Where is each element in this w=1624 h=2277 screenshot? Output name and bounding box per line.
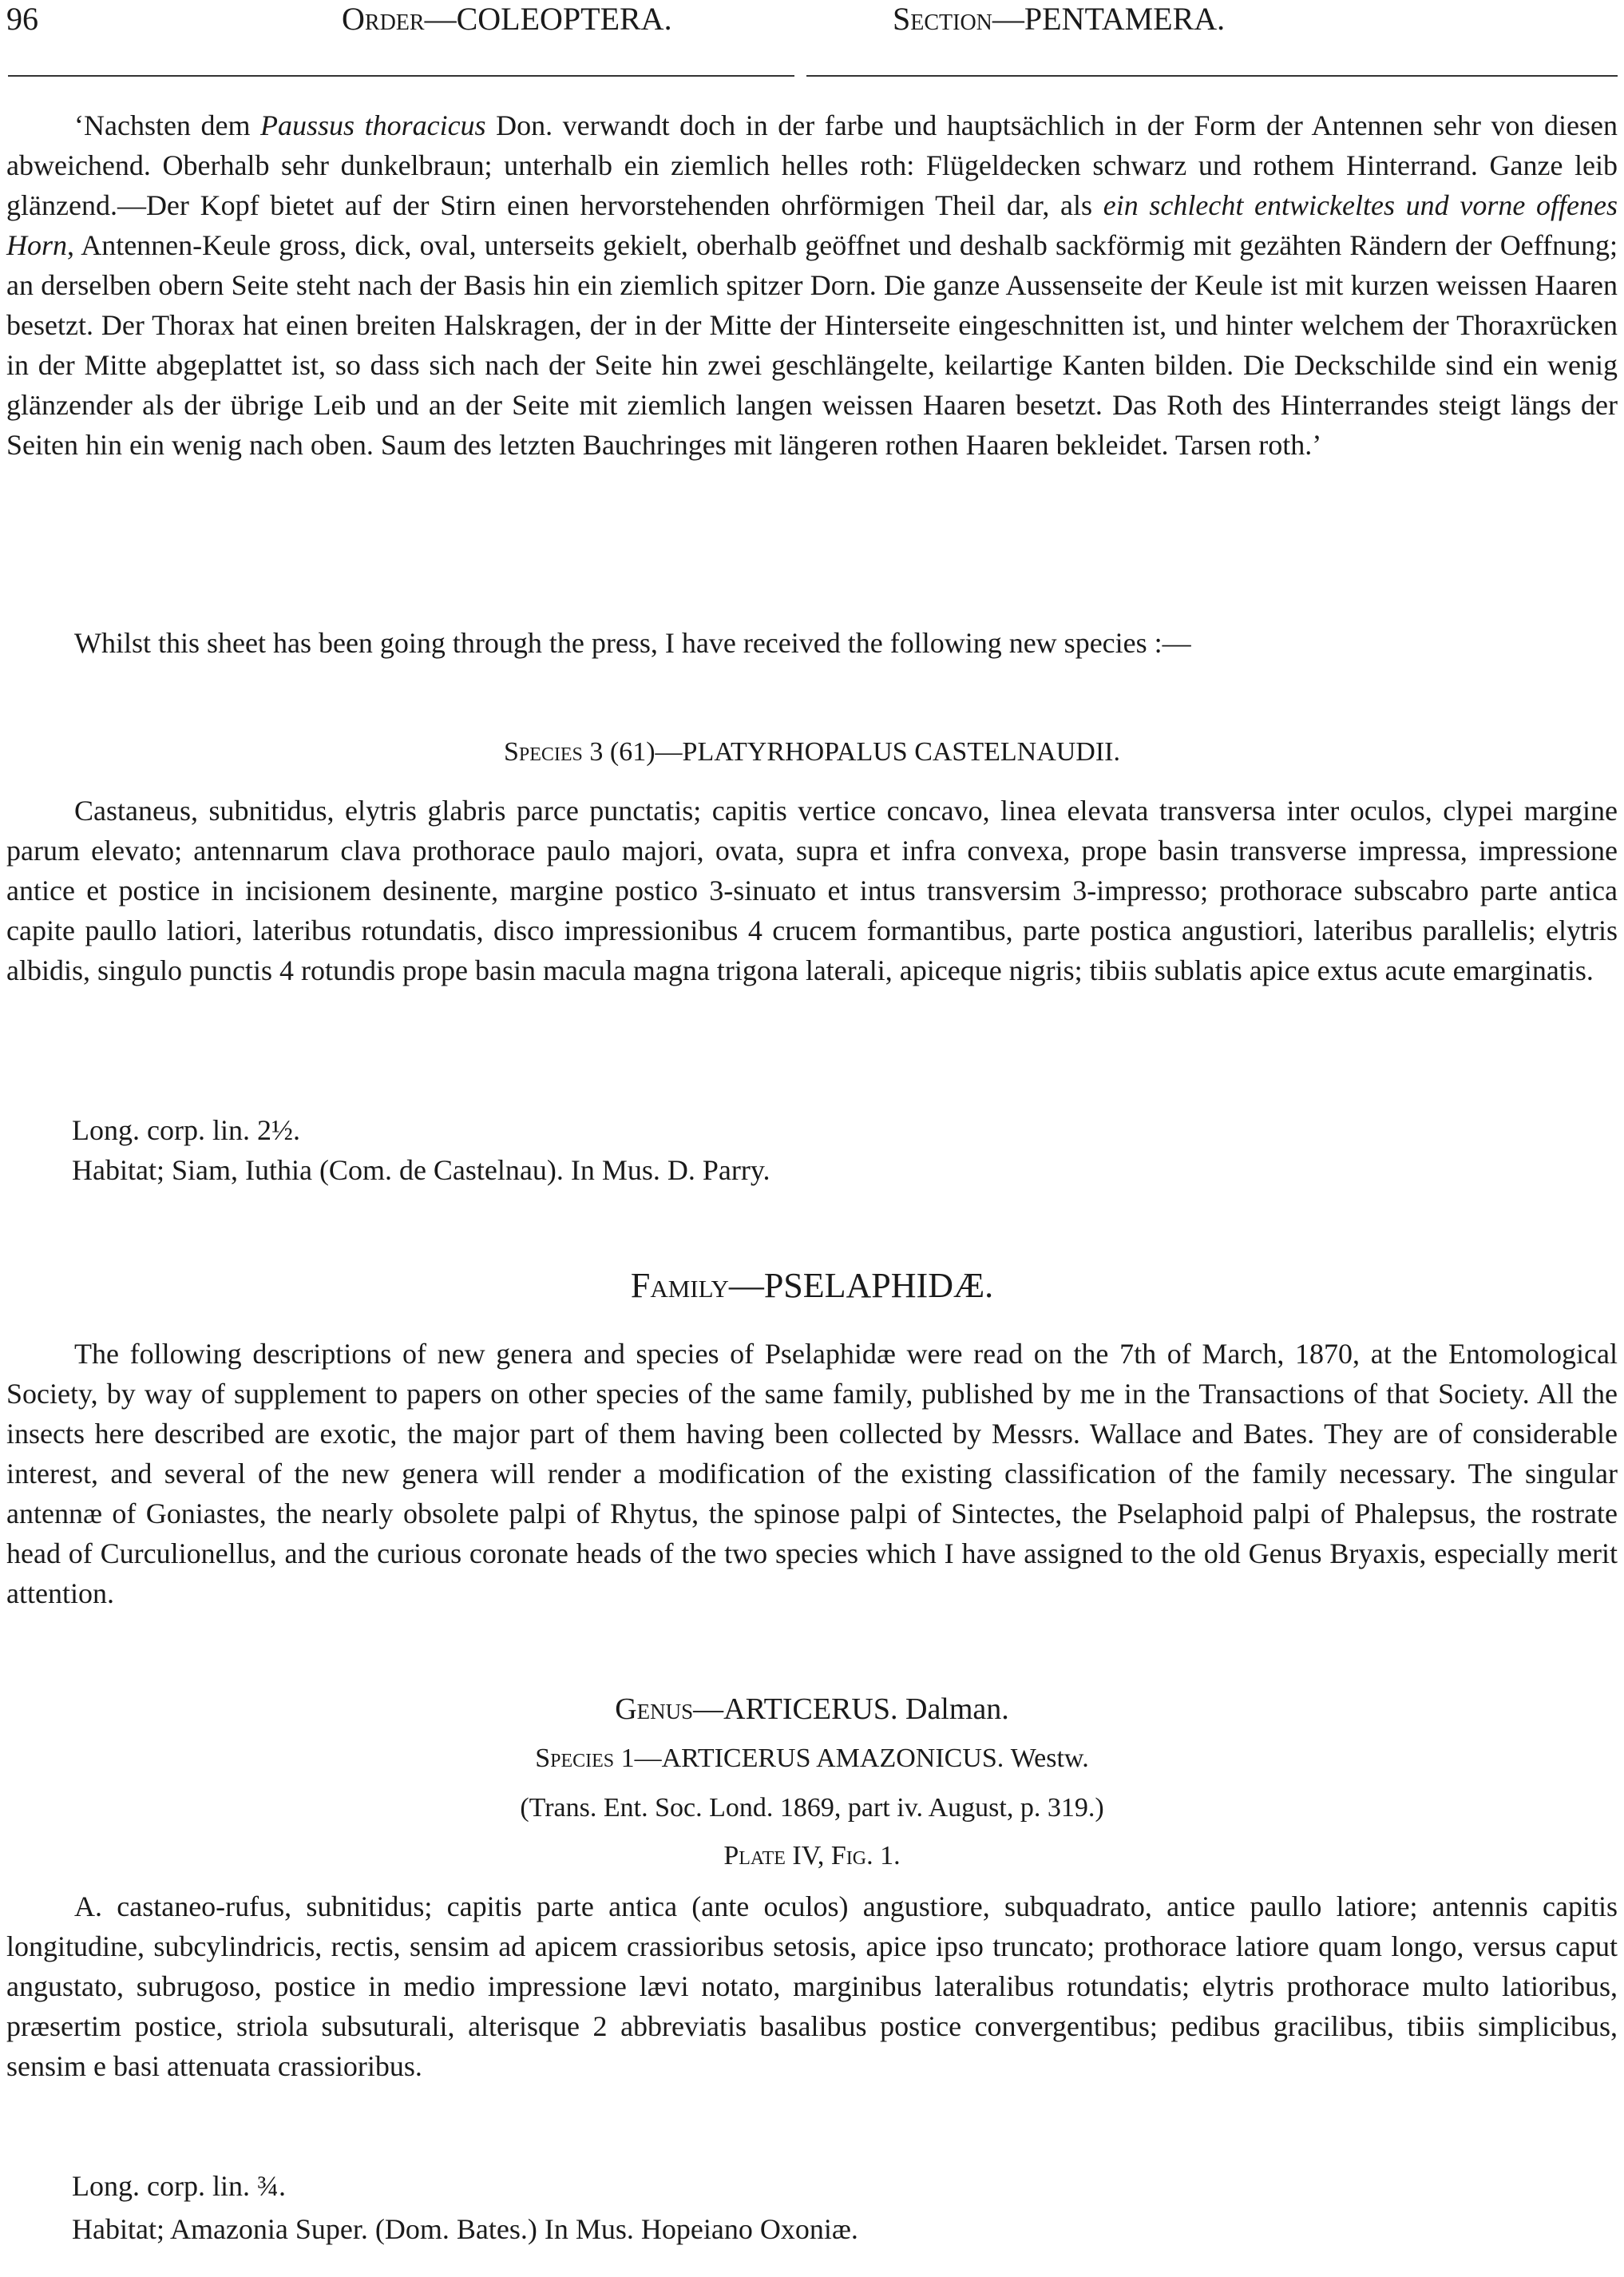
genus-name: Genus—ARTICERUS. <box>615 1692 898 1726</box>
header-rule-left <box>8 75 794 77</box>
species-1-heading <box>6 1739 1618 1778</box>
species-1-length: Long. corp. lin. ¾. <box>72 2170 286 2202</box>
species-3-description: Castaneus, subnitidus, elytris glabris parce punctatis; capitis vertice concavo, linea elevata transversa inter oculos, clypei margine parum elevato; antennarum clava prothorace paulo majori, ovata, supra et infra convexa, prope basin transverse impressa, impressione antice et postice in incisionem desinente, margine postico 3-sinuato et intus transversim 3-impresso; prothorace subscabro parte antica capite paullo latiori, lateribus rotundatis, disco impressionibus 4 crucem formantibus, parte postica angustiori, lateribus parallelis; elytris albidis, singulo punctis 4 rotundis prope basin macula magna trigona laterali, apiceque nigris; tibiis sublatis apice extus acute emarginatis. <box>6 795 1618 986</box>
species-1-name: Species 1—ARTICERUS AMAZONICUS. <box>535 1743 1004 1773</box>
quote-text-end: , Antennen-Keule gross, dick, oval, unterseits gekielt, oberhalb geöffnet und deshalb sackförmig mit gezähten Rändern der Oeffnung; an derselben obern Seite steht nach der Basis hin ein ziemlich spitzer Dorn. Die ganze Aussenseite der Keule ist mit kurzen weissen Haaren besetzt. Der Thorax hat einen breiten Halskragen, der in der Mitte der Hinterseite eingeschnitten ist, und hinter welchem der Thoraxrücken in der Mitte abgeplattet ist, so dass sich nach der Seite hin zwei geschlängelte, keilartige Kanten bilden. Die Deckschilde sind ein wenig glänzender als der übrige Leib und an der Seite mit ziemlich langen weissen Haaren besetzt. Das Roth des Hinterrandes steigt längs der Seiten hin ein wenig nach oben. Saum des letzten Bauchringes mit längeren rothen Haaren bekleidet. Tarsen roth.’ <box>6 229 1618 461</box>
species-3-length: Long. corp. lin. 2½. <box>72 1114 300 1146</box>
quote-text-start: ‘Nachsten dem <box>74 109 261 141</box>
family-heading: Family—PSELAPHIDÆ. <box>630 1266 994 1305</box>
genus-author: Dalman. <box>905 1692 1009 1726</box>
german-quote-paragraph <box>6 105 1618 465</box>
genus-heading <box>6 1689 1618 1729</box>
running-head <box>6 0 1618 48</box>
species-1-habitat: Habitat; Amazonia Super. (Dom. Bates.) In Mus. Hopeiano Oxoniæ. <box>72 2213 858 2245</box>
running-head-section: Section—PENTAMERA. <box>893 1 1226 37</box>
species-1-author: Westw. <box>1010 1743 1089 1773</box>
family-intro-paragraph: The following descriptions of new genera and species of Pselaphidæ were read on the 7th of March, 1870, at the Entomological Society, by way of supplement to papers on other species of the same family, published by me in the Transactions of that Society. All the insects here described are exotic, the major part of them having been collected by Messrs. Wallace and Bates. They are of considerable interest, and several of the new genera will render a modification of the existing classification of the family necessary. The singular antennæ of Goniastes, the nearly obsolete palpi of Rhytus, the spinose palpi of Sintectes, the Pselaphoid palpi of Phalepsus, the rostrate head of Curculionellus, and the curious coronate heads of the two species which I have assigned to the old Genus Bryaxis, especially merit attention. <box>6 1338 1618 1609</box>
species-1-description: A. castaneo-rufus, subnitidus; capitis parte antica (ante oculos) angustiore, subquadrato, antice paullo latiore; antennis capitis longitudine, subcylindricis, rectis, sensim ad apicem crassioribus setosis, apice ipso truncato; prothorace latiore quam longo, versus caput angustato, subrugoso, postice in medio impressione lævi notato, marginibus lateralibus rotundatis; elytris prothorace multo latioribus, præsertim postice, striola subsuturali, alterisque 2 abbreviatis basalibus postice convergentibus; pedibus gracilibus, tibiis simplicibus, sensim e basi attenuata crassioribus. <box>6 1890 1618 2082</box>
species-1-plate: Plate IV, Fig. 1. <box>723 1841 901 1870</box>
species-3-habitat: Habitat; Siam, Iuthia (Com. de Castelnau). In Mus. D. Parry. <box>72 1154 770 1186</box>
quote-italic-species: Paussus thoracicus <box>260 109 486 141</box>
species-3-heading: Species 3 (61)—PLATYRHOPALUS CASTELNAUDII. <box>503 737 1121 767</box>
header-rule-right <box>806 75 1618 77</box>
quote-italic-horn: ein schlecht entwickeltes und vorne offenes Horn <box>6 189 1618 261</box>
whilst-paragraph: Whilst this sheet has been going through the press, I have received the following new species :— <box>74 627 1191 659</box>
page-number: 96 <box>6 1 38 37</box>
quote-text-mid: Don. verwandt doch in der farbe und hauptsächlich in der Form der Antennen sehr von diesen abweichend. Oberhalb sehr dunkelbraun; unterhalb ein ziemlich helles roth: Flügeldecken schwarz und rothem Hinterrand. Ganze leib glänzend.—Der Kopf bietet auf der Stirn einen hervorstehenden ohrförmigen Theil dar, als <box>6 109 1618 221</box>
running-head-order: Order—COLEOPTERA. <box>342 1 672 37</box>
species-1-reference: (Trans. Ent. Soc. Lond. 1869, part iv. August, p. 319.) <box>520 1793 1104 1823</box>
